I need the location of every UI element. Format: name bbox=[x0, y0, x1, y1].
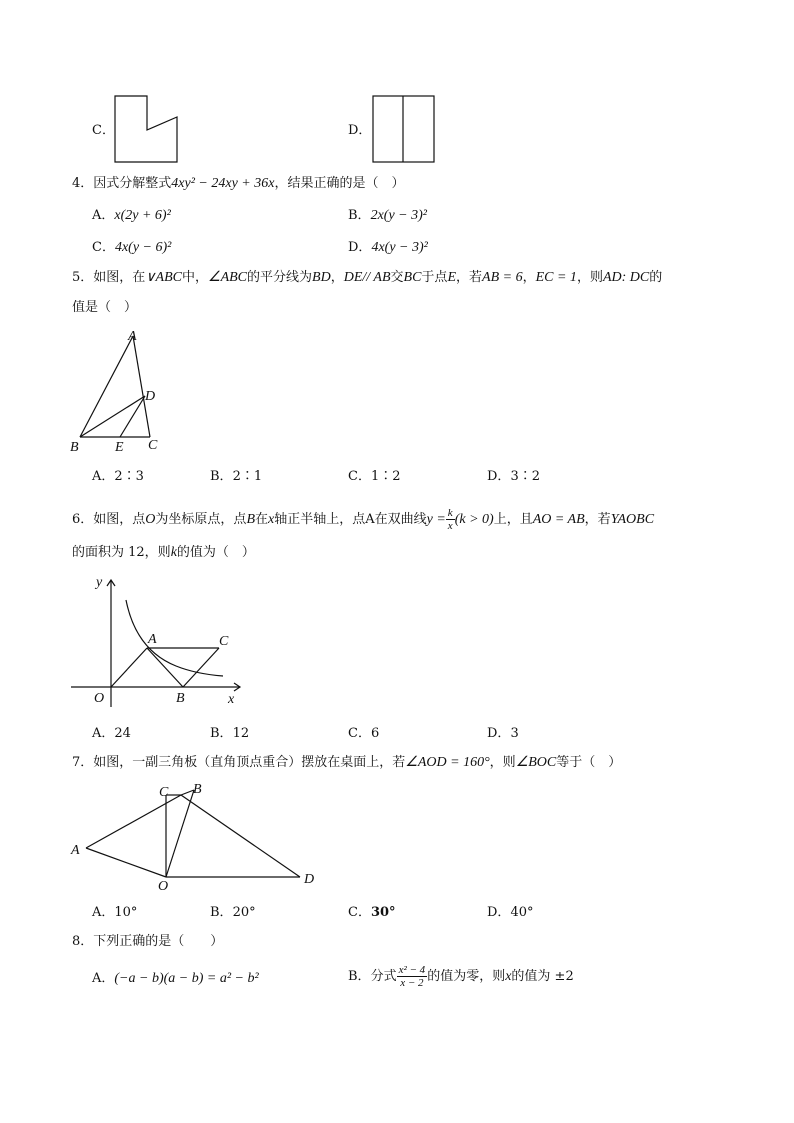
q6-option-a[interactable]: A．24 bbox=[92, 726, 131, 741]
q6-label-c: C bbox=[219, 634, 229, 649]
q7-option-d[interactable]: D．40° bbox=[487, 905, 534, 920]
q6-label-y: y bbox=[96, 575, 103, 590]
q4-option-c[interactable]: C．4x(y − 6)² bbox=[92, 240, 172, 255]
q7-label-o: O bbox=[158, 879, 169, 894]
q3-option-c-label: C． bbox=[92, 123, 115, 138]
q3-option-d-label: D． bbox=[348, 123, 372, 138]
q8-option-a[interactable]: A．(−a − b)(a − b) = a² − b² bbox=[92, 971, 259, 986]
q7-triangles-figure bbox=[66, 778, 326, 898]
q5-label-a: A bbox=[128, 329, 137, 344]
q7-option-b[interactable]: B．20° bbox=[210, 905, 256, 920]
q7-label-a: A bbox=[71, 843, 80, 858]
q6-label-b: B bbox=[176, 691, 185, 706]
q7-label-d: D bbox=[304, 872, 315, 887]
q5-label-e: E bbox=[115, 440, 124, 455]
q5-label-b: B bbox=[70, 440, 79, 455]
q5-stem-line2: 值是（ ） bbox=[72, 300, 138, 315]
q6-label-a: A bbox=[148, 632, 157, 647]
q7-option-a[interactable]: A．10° bbox=[92, 905, 138, 920]
q6-coordinate-figure bbox=[66, 570, 256, 710]
q3-option-c-figure bbox=[114, 95, 180, 165]
q6-option-b[interactable]: B．12 bbox=[210, 726, 250, 741]
q7-label-b: B bbox=[193, 782, 202, 797]
q7-option-c[interactable]: C．30° bbox=[348, 905, 396, 920]
q7-stem: 7．如图，一副三角板（直角顶点重合）摆放在桌面上，若∠AOD = 160°，则∠BOC等于（ ） bbox=[72, 755, 622, 770]
q5-triangle-figure bbox=[66, 326, 176, 456]
q3-option-d-figure bbox=[372, 95, 436, 165]
q5-stem-line1: 5．如图，在∨ABC中，∠ABC的平分线为BD，DE// AB交BC于点E，若AB = 6，EC = 1，则AD: DC的 bbox=[72, 270, 663, 285]
q5-label-c: C bbox=[148, 438, 158, 453]
q6-option-c[interactable]: C．6 bbox=[348, 726, 380, 741]
q6-label-o: O bbox=[94, 691, 105, 706]
q6-option-d[interactable]: D．3 bbox=[487, 726, 519, 741]
q4-stem: 4．因式分解整式4xy² − 24xy + 36x，结果正确的是（ ） bbox=[72, 176, 405, 191]
q4-option-a[interactable]: A．x(2y + 6)² bbox=[92, 208, 171, 223]
q8-stem: 8．下列正确的是（ ） bbox=[72, 934, 224, 949]
q5-option-a[interactable]: A．2∶3 bbox=[92, 469, 144, 484]
q8-option-b[interactable]: B．分式 $\frac{\text{x² − 4}}{x - 2}$ 的值为零，则x的值为 ±2 bbox=[348, 964, 574, 990]
q5-option-d[interactable]: D．3∶2 bbox=[487, 469, 540, 484]
q5-label-d: D bbox=[145, 389, 156, 404]
q6-stem-line1: 6．如图，点O为坐标原点，点B在x轴正半轴上，点A在双曲线y = $\frac{k}{x}$ (k > 0)上，且AO = AB，若YAOBC bbox=[72, 507, 655, 533]
q4-option-d[interactable]: D．4x(y − 3)² bbox=[348, 240, 428, 255]
q4-option-b[interactable]: B．2x(y − 3)² bbox=[348, 208, 427, 223]
q6-stem-line2: 的面积为 12，则k的值为（ ） bbox=[72, 545, 255, 560]
q5-option-c[interactable]: C．1∶2 bbox=[348, 469, 401, 484]
q5-option-b[interactable]: B．2∶1 bbox=[210, 469, 263, 484]
q6-label-x: x bbox=[228, 692, 235, 707]
q7-label-c: C bbox=[159, 785, 169, 800]
